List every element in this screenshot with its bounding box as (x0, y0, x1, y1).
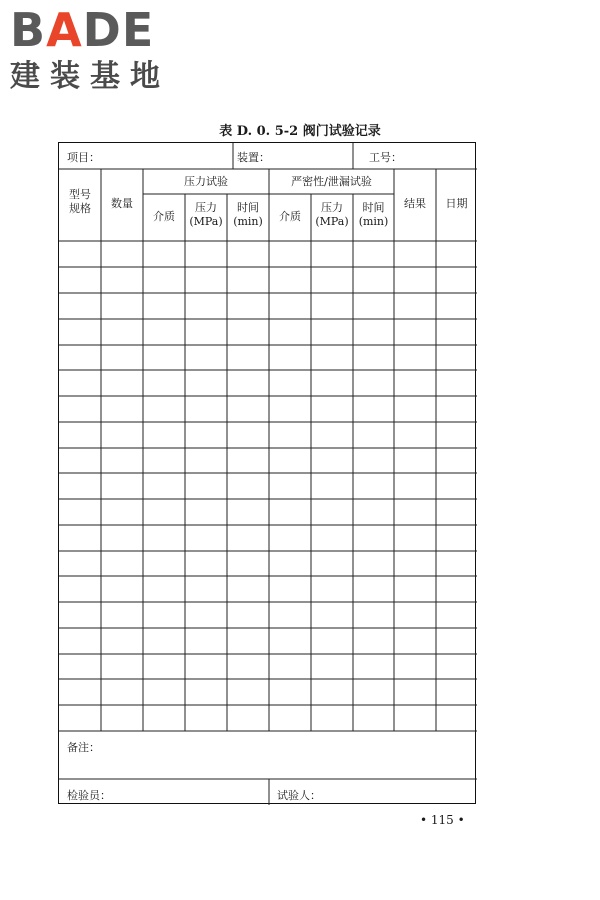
col-result: 结果 (404, 197, 426, 210)
col-pressure-test: 压力试验 (184, 175, 228, 188)
col-quantity: 数量 (111, 197, 133, 210)
tester-label: 试验人： (277, 789, 321, 802)
valve-test-record-form (58, 142, 476, 804)
col-pressure-1: 压力 (MPa) (189, 201, 223, 228)
logo-brand: BADE (10, 3, 155, 57)
col-time-1: 时间 (min) (233, 201, 263, 228)
form-grid-lines (59, 143, 477, 805)
col-time-2: 时间 (min) (358, 201, 389, 228)
col-medium-1: 介质 (153, 210, 175, 223)
table-title: 表 D. 0. 5-2 阀门试验记录 (219, 124, 381, 139)
logo-subtitle: 建装基地 (10, 59, 170, 94)
bade-logo (10, 3, 180, 96)
device-label: 装置： (237, 151, 270, 164)
work-no-label: 工号： (369, 151, 402, 164)
remarks-label: 备注： (67, 741, 100, 754)
page-number: • 115 • (420, 813, 465, 827)
inspector-label: 检验员： (67, 789, 111, 802)
col-date: 日期 (445, 197, 468, 210)
col-tightness-test: 严密性/泄漏试验 (291, 175, 372, 188)
col-model-spec: 型号 规格 (69, 188, 91, 215)
col-pressure-2: 压力 (MPa) (315, 201, 349, 228)
project-label: 项目： (67, 151, 100, 164)
col-medium-2: 介质 (279, 210, 301, 223)
